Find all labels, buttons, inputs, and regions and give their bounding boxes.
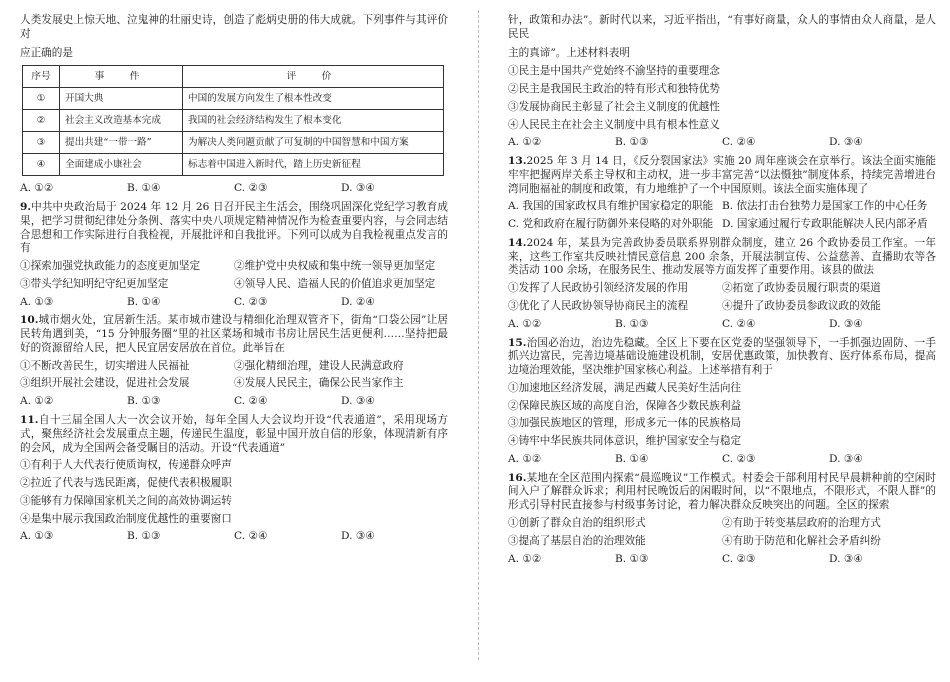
choice-d[interactable]: D. ③④: [829, 136, 863, 149]
choice-d[interactable]: D. ③④: [829, 552, 863, 565]
choice-d[interactable]: D. ③④: [829, 317, 863, 330]
table-cell: ②: [23, 110, 60, 132]
question-stem: [508, 472, 936, 513]
question-number: 9.: [20, 201, 32, 214]
statement-4: ④提升了政协委员参政议政的效能: [722, 300, 881, 313]
choice-d[interactable]: D. ②④: [341, 295, 375, 308]
choice-d[interactable]: D. ③④: [341, 395, 375, 408]
table-cell: 全面建成小康社会: [60, 154, 183, 176]
statement-1: ①加速地区经济发展，满足西藏人民美好生活向往: [508, 381, 742, 394]
option-row: [508, 200, 936, 214]
question-number: 15.: [508, 336, 527, 349]
table-cell: 我国的社会经济结构发生了根本变化: [183, 110, 444, 132]
choice-a[interactable]: A. ①③: [20, 295, 54, 308]
table-row: [23, 88, 444, 110]
choice-c[interactable]: C. ②④: [234, 530, 268, 543]
choice-c[interactable]: C. ②④: [722, 317, 756, 330]
answer-choices: [508, 136, 936, 150]
option-row: [508, 218, 936, 232]
table-header-evaluation: 评 价: [183, 66, 444, 88]
choice-b[interactable]: B. ①④: [127, 295, 161, 308]
statement-2: ②保障民族区域的高度自治，保障各少数民族利益: [508, 399, 742, 412]
answer-choices: [508, 318, 936, 332]
table-cell: 为解决人类问题贡献了可复制的中国智慧和中国方案: [183, 132, 444, 154]
choice-d[interactable]: D. ③④: [341, 182, 375, 195]
statement-1: ①有利于人大代表行使质询权，传递群众呼声: [20, 459, 232, 472]
table-cell: ④: [23, 154, 60, 176]
statement-4: ④铸牢中华民族共同体意识，维护国家安全与稳定: [508, 435, 742, 448]
answer-choices: [20, 530, 448, 544]
statement-3: ③提高了基层自治的治理效能: [508, 534, 646, 547]
column-divider: [478, 10, 479, 660]
table-cell: 中国的发展方向发生了根本性改变: [183, 88, 444, 110]
question-number: 16.: [508, 471, 527, 484]
choice-b[interactable]: B. ①④: [615, 452, 649, 465]
question-10: [20, 314, 448, 409]
question-stem: [508, 237, 936, 278]
q8-choices: [20, 182, 448, 196]
choice-b[interactable]: B. ①③: [127, 395, 161, 408]
question-stem: [20, 314, 448, 355]
question-number: 11.: [20, 414, 39, 427]
answer-choices: [508, 453, 936, 467]
table-row: [23, 110, 444, 132]
choice-c[interactable]: C. 党和政府在履行防御外来侵略的对外职能: [508, 218, 714, 231]
statement-4: ④发展人民民主，确保公民当家作主: [234, 377, 404, 390]
table-row: [23, 132, 444, 154]
answer-choices: [508, 553, 936, 567]
choice-a[interactable]: A. ①②: [508, 452, 542, 465]
statement-2: ②维护党中央权威和集中统一领导更加坚定: [234, 260, 436, 273]
table-row: [23, 154, 444, 176]
question-text: 城市烟火处，宜居新生活。某市城市建设与精细化治理双管齐下，街角“口袋公园”让居民转角遇到美，“15 分钟服务圈”里的社区菜场和城市书房让居民生活更便利……坚持把最好的资源留给人民，把人民宜居安居放在首位。此举旨在: [20, 314, 448, 354]
statement-4: ④有助于防范和化解社会矛盾纠纷: [722, 534, 881, 547]
choice-d[interactable]: D. 国家通过履行专政职能解决人民内部矛盾: [722, 218, 928, 231]
question-stem: [20, 414, 448, 455]
choice-b[interactable]: B. ①③: [127, 530, 161, 543]
choice-a[interactable]: A. ①②: [20, 182, 54, 195]
choice-c[interactable]: C. ②④: [234, 395, 268, 408]
choice-c[interactable]: C. ②④: [722, 136, 756, 149]
choice-a[interactable]: A. 我国的国家政权具有维护国家稳定的职能: [508, 200, 714, 213]
q8-stem-line-2: 应正确的是: [20, 46, 73, 59]
left-column: [20, 14, 448, 549]
question-15: [508, 337, 936, 467]
choice-c[interactable]: C. ②③: [722, 552, 756, 565]
statement-1: ①民主是中国共产党始终不渝坚持的重要理念: [508, 65, 720, 78]
question-text: 2024 年，某县为完善政协委员联系界别群众制度，建立 26 个政协委员工作室。一年来，这些工作室共反映社情民意信息 200 余条，开展法制宣传、公益慈善、直播助农等各类活动 100 余场，在服务民生、推动发展等方面发挥了重要作用。该县的做法: [508, 236, 936, 277]
statement-1: ①探索加强党执政能力的态度更加坚定: [20, 260, 201, 273]
statement-3: ③带头学纪知明纪守纪更加坚定: [20, 277, 169, 290]
statement-1: ①不断改善民生，切实增进人民福祉: [20, 359, 190, 372]
statement-3: ③加强民族地区的管理，形成多元一体的民族格局: [508, 417, 742, 430]
statement-2: ②民主是我国民主政治的特有形式和独特优势: [508, 83, 720, 96]
table-cell: 提出共建“一带一路”: [60, 132, 183, 154]
statement-2: ②强化精细治理，建设人民满意政府: [234, 359, 404, 372]
statement-row: [20, 260, 448, 274]
question-stem: [20, 201, 448, 256]
choice-a[interactable]: A. ①②: [508, 552, 542, 565]
question-16: [508, 472, 936, 567]
table-cell: ③: [23, 132, 60, 154]
statement-row: [508, 282, 936, 296]
statement-row: [508, 517, 936, 531]
choice-a[interactable]: A. ①②: [508, 317, 542, 330]
statement-4: ④是集中展示我国政治制度优越性的重要窗口: [20, 512, 232, 525]
statement-row: [508, 535, 936, 549]
q8-stem-line-1: 人类发展史上惊天地、泣鬼神的壮丽史诗，创造了彪炳史册的伟大成就。下列事件与其评价对: [20, 14, 448, 40]
choice-a[interactable]: A. ①③: [20, 530, 54, 543]
statement-3: ③能够有力保障国家机关之间的高效协调运转: [20, 494, 232, 507]
choice-b[interactable]: B. 依法打击台独势力是国家工作的中心任务: [722, 200, 928, 213]
question-number: 13.: [508, 155, 527, 168]
question-number: 10.: [20, 314, 39, 327]
table-cell: 标志着中国进入新时代，踏上历史新征程: [183, 154, 444, 176]
answer-choices: [20, 296, 448, 310]
statement-1: ①创新了群众自治的组织形式: [508, 516, 646, 529]
table-cell: ①: [23, 88, 60, 110]
question-12: [508, 65, 936, 150]
statement-row: [508, 300, 936, 314]
table-cell: 开国大典: [60, 88, 183, 110]
choice-b[interactable]: B. ①③: [615, 136, 649, 149]
question-text: 自十三届全国人大一次会议开始，每年全国人大会议均开设“代表通道”，采用现场方式，聚焦经济社会发展重点主题，传递民生温度，彰显中国开放自信的形象，体现清新有序的会风，成为全国两会备受瞩目的活动。开设“代表通道”: [20, 414, 448, 454]
statement-4: ④领导人民、造福人民的价值追求更加坚定: [234, 277, 436, 290]
statement-3: ③组织开展社会建设，促进社会发展: [20, 377, 190, 390]
question-number: 14.: [508, 236, 527, 249]
statement-row: [20, 360, 448, 374]
choice-b[interactable]: B. ①③: [615, 317, 649, 330]
question-text: 中共中央政治局于 2024 年 12 月 26 日召开民主生活会，围绕巩固深化党纪学习教育成果，把学习贯彻纪律处分条例、落实中央八项规定精神情况作为检查重要内容，与会同志结合思想和工作实际进行自我检视，开展批评和自我批评。下列可以成为自我检视重点发言的有: [20, 201, 448, 255]
statement-3: ③优化了人民政协领导协商民主的流程: [508, 300, 689, 313]
question-text: 2025 年 3 月 14 日，《反分裂国家法》实施 20 周年座谈会在京举行。该法全面实施能牢牢把握两岸关系主导权和主动权，进一步丰富完善“以法慑独”制度体系，持续完善增进台湾同胞福祉的制度和政策，有力地维护了一个中国原则。该法全面实施体现了: [508, 155, 936, 195]
question-13: [508, 155, 936, 232]
statement-row: [20, 278, 448, 292]
statement-row: [20, 377, 448, 391]
table-header-event: 事 件: [60, 66, 183, 88]
choice-b[interactable]: B. ①④: [127, 182, 161, 195]
choice-d[interactable]: D. ③④: [829, 452, 863, 465]
table-header-index: 序号: [23, 66, 60, 88]
table-header-row: [23, 66, 444, 88]
choice-c[interactable]: C. ②③: [722, 452, 756, 465]
choice-c[interactable]: C. ②③: [234, 182, 268, 195]
statement-2: ②拓宽了政协委员履行职责的渠道: [722, 282, 881, 295]
question-stem: [508, 337, 936, 378]
q12-stem-line-2: 主的真谛”。上述材料表明: [508, 46, 630, 59]
statement-2: ②拉近了代表与选民距离，促使代表积极履职: [20, 477, 232, 490]
statement-1: ①发挥了人民政协引领经济发展的作用: [508, 282, 689, 295]
question-9: [20, 201, 448, 309]
question-text: 某地在全区范围内探索“晨巡晚议”工作模式。村委会干部利用村民早晨耕种前的空闲时间入户了解群众诉求；利用村民晚饭后的闲暇时间，以“不限地点，不限形式，不限人群”的形式引导村民直接参与村级事务讨论，着力解决群众反映突出的问题。全区的探索: [508, 471, 936, 512]
q12-stem-line-1: 针，政策和办法”。新时代以来，习近平指出，“有事好商量，众人的事情由众人商量，是人民民: [508, 14, 936, 40]
choice-b[interactable]: B. ①③: [615, 552, 649, 565]
event-evaluation-table: [22, 65, 444, 176]
statement-3: ③发展协商民主彰显了社会主义制度的优越性: [508, 100, 720, 113]
statement-2: ②有助于转变基层政府的治理方式: [722, 516, 881, 529]
table-cell: 社会主义改造基本完成: [60, 110, 183, 132]
choice-d[interactable]: D. ③④: [341, 530, 375, 543]
question-11: [20, 414, 448, 544]
choice-c[interactable]: C. ②③: [234, 295, 268, 308]
right-column: [508, 14, 936, 571]
question-14: [508, 237, 936, 332]
question-stem: [508, 155, 936, 196]
choice-a[interactable]: A. ①②: [508, 136, 542, 149]
answer-choices: [20, 395, 448, 409]
statement-4: ④人民民主在社会主义制度中具有根本性意义: [508, 118, 720, 131]
choice-a[interactable]: A. ①②: [20, 395, 54, 408]
question-text: 治国必治边，治边先稳藏。全区上下要在区党委的坚强领导下，一手抓强边固防、一手抓兴边富民，完善边境基础设施建设机制，安居优惠政策，加快教育、医疗体系布局，提高边境治理效能，坚决维护国家核心利益。上述举措有利于: [508, 336, 936, 377]
